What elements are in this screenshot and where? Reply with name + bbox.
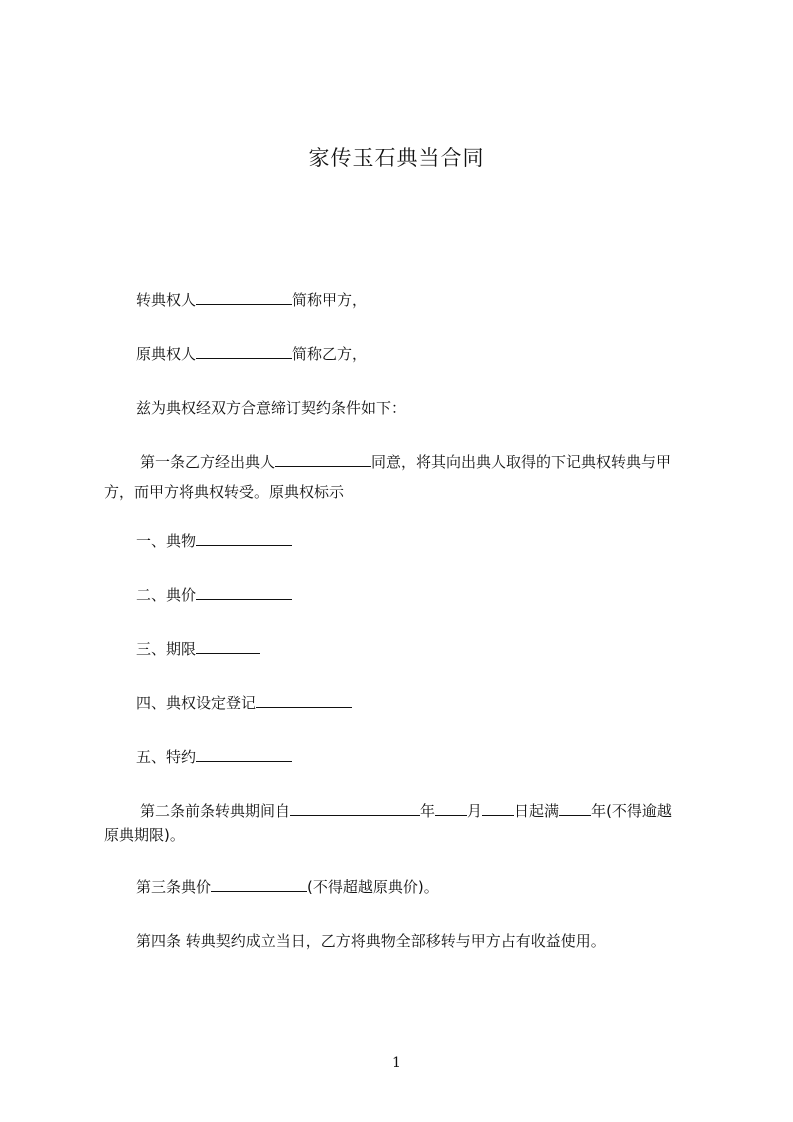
article1-line2: 方，而甲方将典权转受。原典权标示 <box>104 483 345 501</box>
item-special-line <box>136 746 736 768</box>
document-title: 家传玉石典当合同 <box>308 146 485 170</box>
party-b-prefix: 原典权人 <box>136 345 197 363</box>
party-a-prefix: 转典权人 <box>136 291 197 309</box>
item-special-label: 五、特约 <box>136 748 197 766</box>
item-term-line <box>136 638 736 660</box>
item-goods-label: 一、典物 <box>136 532 197 550</box>
article3-blank <box>211 876 307 892</box>
item-registration-blank <box>256 692 352 708</box>
item-term-blank <box>196 638 260 654</box>
intro-line: 兹为典权经双方合意缔订契约条件如下： <box>136 399 407 417</box>
article3-prefix: 第三条典价 <box>136 878 212 896</box>
article2-day-blank <box>482 800 514 816</box>
party-a-blank <box>196 289 292 305</box>
page-number: 1 <box>392 1055 401 1071</box>
article2-line1 <box>140 800 740 822</box>
article2-date-blank <box>290 800 420 816</box>
party-a-line <box>136 289 736 311</box>
item-goods-blank <box>196 530 292 546</box>
article2-line2: 原典期限)。 <box>104 826 185 844</box>
article2-prefix: 第二条前条转典期间自 <box>140 802 291 820</box>
article1-line1 <box>140 451 740 473</box>
party-b-blank <box>196 343 292 359</box>
article1-suffix: 同意，将其向出典人取得的下记典权转典与甲 <box>371 453 672 471</box>
item-goods-line <box>136 530 736 552</box>
article2-day-start: 日起满 <box>514 802 560 820</box>
article1-blank <box>275 451 371 467</box>
item-registration-line <box>136 692 736 714</box>
item-price-label: 二、典价 <box>136 586 197 604</box>
item-term-label: 三、期限 <box>136 640 197 658</box>
article3-suffix: (不得超越原典价)。 <box>307 878 439 896</box>
article2-years-blank <box>559 800 591 816</box>
article2-year: 年 <box>420 802 436 820</box>
item-price-blank <box>196 584 292 600</box>
article2-month-blank <box>435 800 467 816</box>
article3-line <box>136 876 736 898</box>
article4-line: 第四条 转典契约成立当日，乙方将典物全部移转与甲方占有收益使用。 <box>136 932 606 950</box>
item-registration-label: 四、典权设定登记 <box>136 694 257 712</box>
item-special-blank <box>196 746 292 762</box>
party-b-suffix: 简称乙方， <box>292 345 368 363</box>
article2-month: 月 <box>467 802 483 820</box>
article1-prefix: 第一条乙方经出典人 <box>140 453 276 471</box>
party-b-line <box>136 343 736 365</box>
item-price-line <box>136 584 736 606</box>
party-a-suffix: 简称甲方， <box>292 291 368 309</box>
article2-year2: 年(不得逾越 <box>591 802 672 820</box>
